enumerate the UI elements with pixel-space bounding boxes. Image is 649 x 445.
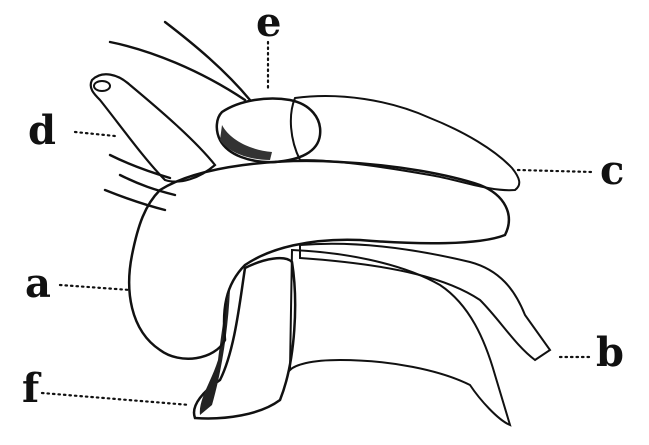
label-e: e (256, 0, 282, 46)
part-b-spur (300, 244, 550, 360)
lower-dark-jaw (290, 250, 510, 425)
leader-d (75, 132, 115, 136)
label-f: f (22, 365, 40, 412)
leader-a (60, 285, 130, 290)
leader-f (42, 393, 190, 405)
label-a: a (25, 260, 51, 307)
label-b: b (596, 329, 624, 376)
part-e-knob-hatch (220, 125, 272, 160)
label-d: d (28, 107, 56, 154)
part-d-tip-eye (94, 81, 110, 91)
leader-c (518, 170, 592, 172)
part-d-tip (91, 74, 215, 181)
label-c: c (600, 147, 625, 194)
part-c-crest (291, 96, 519, 190)
